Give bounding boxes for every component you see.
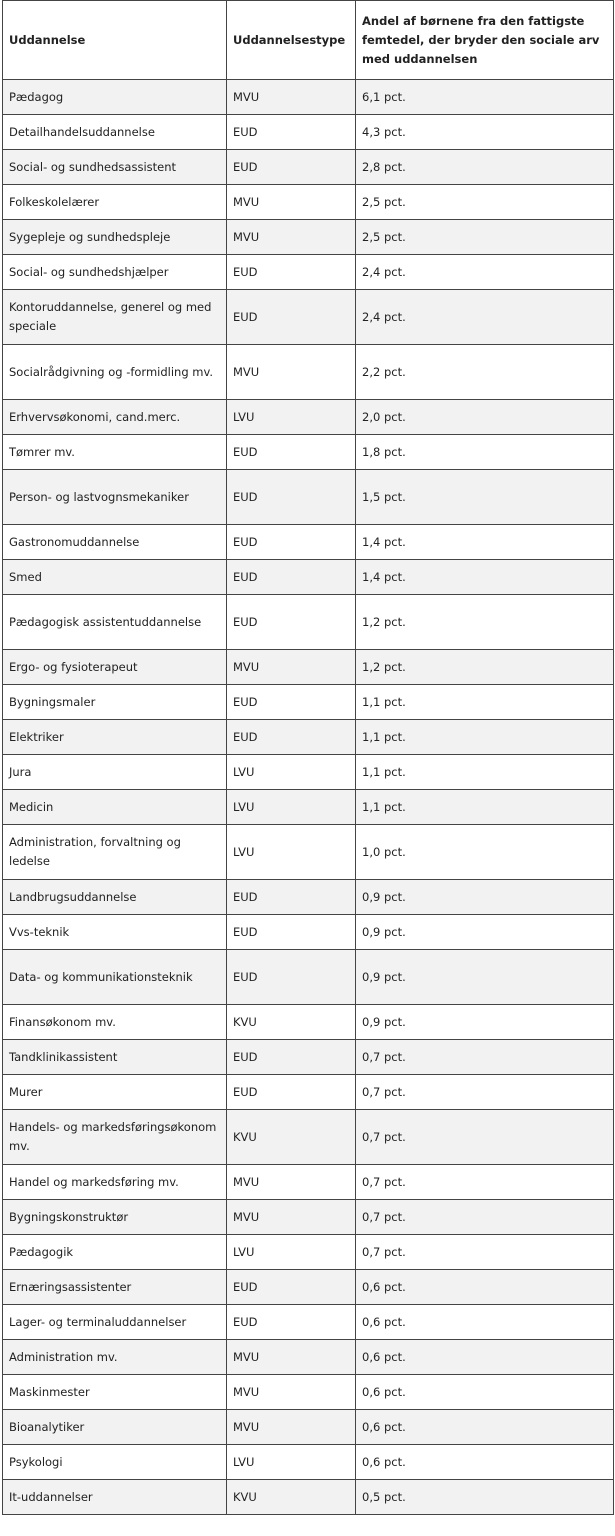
- cell-education: Tømrer mv.: [3, 435, 227, 470]
- cell-education-type: MVU: [227, 650, 356, 685]
- cell-share: 2,0 pct.: [356, 400, 614, 435]
- cell-education: Lager- og terminaluddannelser: [3, 1305, 227, 1340]
- cell-education-type: KVU: [227, 1480, 356, 1515]
- cell-share: 2,4 pct.: [356, 290, 614, 345]
- table-row: [3, 1480, 614, 1515]
- cell-share: 0,9 pct.: [356, 915, 614, 950]
- cell-education-type: EUD: [227, 470, 356, 525]
- table-row: [3, 435, 614, 470]
- cell-share: 0,6 pct.: [356, 1270, 614, 1305]
- cell-share: 1,0 pct.: [356, 825, 614, 880]
- cell-share: 2,4 pct.: [356, 255, 614, 290]
- cell-education: Smed: [3, 560, 227, 595]
- cell-education-type: EUD: [227, 880, 356, 915]
- table-row: [3, 1410, 614, 1445]
- cell-share: 1,4 pct.: [356, 560, 614, 595]
- table-row: [3, 400, 614, 435]
- cell-education: Psykologi: [3, 1445, 227, 1480]
- cell-share: 2,2 pct.: [356, 345, 614, 400]
- cell-education: Maskinmester: [3, 1375, 227, 1410]
- table-row: [3, 220, 614, 255]
- table-row: [3, 255, 614, 290]
- cell-share: 0,5 pct.: [356, 1480, 614, 1515]
- cell-education-type: LVU: [227, 755, 356, 790]
- cell-education: Ernæringsassistenter: [3, 1270, 227, 1305]
- cell-education: Detailhandelsuddannelse: [3, 115, 227, 150]
- cell-education-type: LVU: [227, 825, 356, 880]
- cell-education-type: MVU: [227, 1200, 356, 1235]
- cell-education-type: LVU: [227, 1445, 356, 1480]
- cell-education: Handels- og markedsføringsøkonom mv.: [3, 1110, 227, 1165]
- cell-share: 0,7 pct.: [356, 1165, 614, 1200]
- cell-education: Data- og kommunikationsteknik: [3, 950, 227, 1005]
- table-row: [3, 1075, 614, 1110]
- cell-education-type: KVU: [227, 1005, 356, 1040]
- cell-education-type: EUD: [227, 1040, 356, 1075]
- cell-share: 1,1 pct.: [356, 720, 614, 755]
- table-body: [3, 80, 614, 1515]
- table-row: [3, 825, 614, 880]
- table-row: [3, 525, 614, 560]
- cell-education: Handel og markedsføring mv.: [3, 1165, 227, 1200]
- cell-education-type: EUD: [227, 720, 356, 755]
- cell-education: Landbrugsuddannelse: [3, 880, 227, 915]
- cell-education: Finansøkonom mv.: [3, 1005, 227, 1040]
- cell-education-type: EUD: [227, 255, 356, 290]
- table-row: [3, 1110, 614, 1165]
- cell-education-type: EUD: [227, 1075, 356, 1110]
- table-row: [3, 1165, 614, 1200]
- cell-education-type: MVU: [227, 1165, 356, 1200]
- cell-share: 4,3 pct.: [356, 115, 614, 150]
- cell-education-type: EUD: [227, 950, 356, 1005]
- table-row: [3, 1200, 614, 1235]
- cell-share: 0,7 pct.: [356, 1075, 614, 1110]
- cell-education-type: EUD: [227, 685, 356, 720]
- cell-share: 0,7 pct.: [356, 1200, 614, 1235]
- cell-education-type: MVU: [227, 185, 356, 220]
- table-row: [3, 1340, 614, 1375]
- cell-share: 0,6 pct.: [356, 1445, 614, 1480]
- cell-education: Socialrådgivning og -formidling mv.: [3, 345, 227, 400]
- cell-share: 0,6 pct.: [356, 1410, 614, 1445]
- cell-education-type: EUD: [227, 595, 356, 650]
- cell-share: 0,6 pct.: [356, 1375, 614, 1410]
- cell-education: Murer: [3, 1075, 227, 1110]
- cell-education: Kontoruddannelse, generel og med speciale: [3, 290, 227, 345]
- table-row: [3, 1235, 614, 1270]
- cell-education-type: EUD: [227, 290, 356, 345]
- table-row: [3, 290, 614, 345]
- table-row: [3, 1040, 614, 1075]
- cell-education: Erhvervsøkonomi, cand.merc.: [3, 400, 227, 435]
- cell-education-type: LVU: [227, 1235, 356, 1270]
- cell-share: 1,1 pct.: [356, 685, 614, 720]
- table-row: [3, 1270, 614, 1305]
- cell-education-type: LVU: [227, 400, 356, 435]
- table-row: [3, 880, 614, 915]
- cell-share: 0,7 pct.: [356, 1235, 614, 1270]
- cell-education: Social- og sundhedsassistent: [3, 150, 227, 185]
- cell-education: Social- og sundhedshjælper: [3, 255, 227, 290]
- cell-share: 1,1 pct.: [356, 790, 614, 825]
- cell-share: 0,6 pct.: [356, 1305, 614, 1340]
- table-row: [3, 115, 614, 150]
- cell-education-type: EUD: [227, 560, 356, 595]
- education-table: [2, 0, 614, 1515]
- cell-share: 0,6 pct.: [356, 1340, 614, 1375]
- header-share: Andel af børnene fra den fattigste femtedel, der bryder den sociale arv med uddannelsen: [356, 1, 614, 80]
- header-education-type: Uddannelsestype: [227, 1, 356, 80]
- cell-education-type: MVU: [227, 1375, 356, 1410]
- cell-education-type: LVU: [227, 790, 356, 825]
- cell-education: Bygningskonstruktør: [3, 1200, 227, 1235]
- cell-education-type: EUD: [227, 150, 356, 185]
- cell-education: Sygepleje og sundhedspleje: [3, 220, 227, 255]
- table-row: [3, 345, 614, 400]
- cell-education: Pædagog: [3, 80, 227, 115]
- table-row: [3, 915, 614, 950]
- cell-education: Folkeskolelærer: [3, 185, 227, 220]
- cell-share: 1,4 pct.: [356, 525, 614, 560]
- cell-share: 6,1 pct.: [356, 80, 614, 115]
- cell-share: 2,8 pct.: [356, 150, 614, 185]
- cell-education-type: MVU: [227, 220, 356, 255]
- table-row: [3, 650, 614, 685]
- cell-share: 1,1 pct.: [356, 755, 614, 790]
- cell-share: 0,9 pct.: [356, 950, 614, 1005]
- cell-share: 1,2 pct.: [356, 595, 614, 650]
- table-row: [3, 790, 614, 825]
- cell-education-type: EUD: [227, 115, 356, 150]
- table-row: [3, 1375, 614, 1410]
- table-row: [3, 755, 614, 790]
- table-header-row: [3, 1, 614, 80]
- cell-education-type: MVU: [227, 1340, 356, 1375]
- cell-share: 2,5 pct.: [356, 185, 614, 220]
- cell-share: 0,7 pct.: [356, 1110, 614, 1165]
- cell-share: 1,8 pct.: [356, 435, 614, 470]
- table-row: [3, 560, 614, 595]
- cell-education-type: EUD: [227, 1270, 356, 1305]
- table-row: [3, 685, 614, 720]
- cell-share: 0,9 pct.: [356, 880, 614, 915]
- education-table-container: [2, 0, 613, 1515]
- cell-education: Person- og lastvognsmekaniker: [3, 470, 227, 525]
- cell-share: 2,5 pct.: [356, 220, 614, 255]
- cell-education: Vvs-teknik: [3, 915, 227, 950]
- cell-education: Pædagogik: [3, 1235, 227, 1270]
- cell-education-type: KVU: [227, 1110, 356, 1165]
- cell-education-type: MVU: [227, 345, 356, 400]
- header-education: Uddannelse: [3, 1, 227, 80]
- cell-share: 1,2 pct.: [356, 650, 614, 685]
- table-row: [3, 185, 614, 220]
- table-row: [3, 1445, 614, 1480]
- table-row: [3, 80, 614, 115]
- cell-education: Administration, forvaltning og ledelse: [3, 825, 227, 880]
- cell-education: Administration mv.: [3, 1340, 227, 1375]
- table-row: [3, 950, 614, 1005]
- table-row: [3, 720, 614, 755]
- table-row: [3, 150, 614, 185]
- cell-education: Tandklinikassistent: [3, 1040, 227, 1075]
- cell-education-type: EUD: [227, 1305, 356, 1340]
- cell-education: Elektriker: [3, 720, 227, 755]
- table-row: [3, 470, 614, 525]
- cell-education: Gastronomuddannelse: [3, 525, 227, 560]
- cell-education-type: MVU: [227, 1410, 356, 1445]
- cell-education: It-uddannelser: [3, 1480, 227, 1515]
- cell-education: Medicin: [3, 790, 227, 825]
- cell-education: Jura: [3, 755, 227, 790]
- cell-share: 1,5 pct.: [356, 470, 614, 525]
- cell-education-type: EUD: [227, 435, 356, 470]
- cell-education-type: MVU: [227, 80, 356, 115]
- cell-education-type: EUD: [227, 525, 356, 560]
- cell-education: Bioanalytiker: [3, 1410, 227, 1445]
- table-row: [3, 595, 614, 650]
- cell-education-type: EUD: [227, 915, 356, 950]
- cell-education: Ergo- og fysioterapeut: [3, 650, 227, 685]
- table-row: [3, 1005, 614, 1040]
- cell-education: Pædagogisk assistentuddannelse: [3, 595, 227, 650]
- cell-share: 0,9 pct.: [356, 1005, 614, 1040]
- cell-education: Bygningsmaler: [3, 685, 227, 720]
- cell-share: 0,7 pct.: [356, 1040, 614, 1075]
- table-row: [3, 1305, 614, 1340]
